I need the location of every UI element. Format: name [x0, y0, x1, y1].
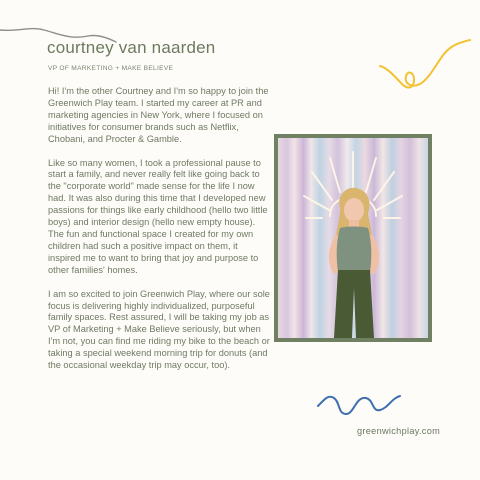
- yellow-squiggle-decoration: [378, 38, 478, 98]
- photo-illustration: [278, 138, 428, 338]
- website-link[interactable]: greenwichplay.com: [357, 426, 441, 436]
- bio-paragraph: I am so excited to join Greenwich Play, where our sole focus is delivering highly individualized, purposeful family spaces. Rest assured, I will be taking my job as VP of Marketing + Make Believe seriously, but when I'm not, you can find me riding my bike to the beach or taking a special weekend morning trip for donuts (and the occasional weekday trip may occur, too).: [48, 288, 270, 371]
- blue-squiggle-decoration: [316, 384, 406, 420]
- bio-paragraph: Hi! I'm the other Courtney and I'm so happy to join the Greenwich Play team. I started my career at PR and marketing agencies in New York, where I focused on initiatives for consumer brands such as Netflix, Chobani, and Procter & Gamble.: [48, 86, 269, 144]
- bio-text: [48, 86, 270, 384]
- profile-photo: [278, 138, 428, 338]
- profile-name: courtney van naarden: [47, 38, 216, 57]
- bio-paragraph: Like so many women, I took a professional pause to start a family, and never really felt like going back to the "corporate world" made sense for the life I now had. It was also during this time that I developed new passions for things like early childhood (hello two little boys) and interior design (hello new empty house). The fun and functional space I created for my own children had such a positive impact on them, it inspired me to want to bring that joy and purpose to other families' homes.: [48, 157, 268, 275]
- profile-photo-frame: [274, 134, 432, 342]
- profile-role: VP OF MARKETING + MAKE BELIEVE: [48, 65, 174, 72]
